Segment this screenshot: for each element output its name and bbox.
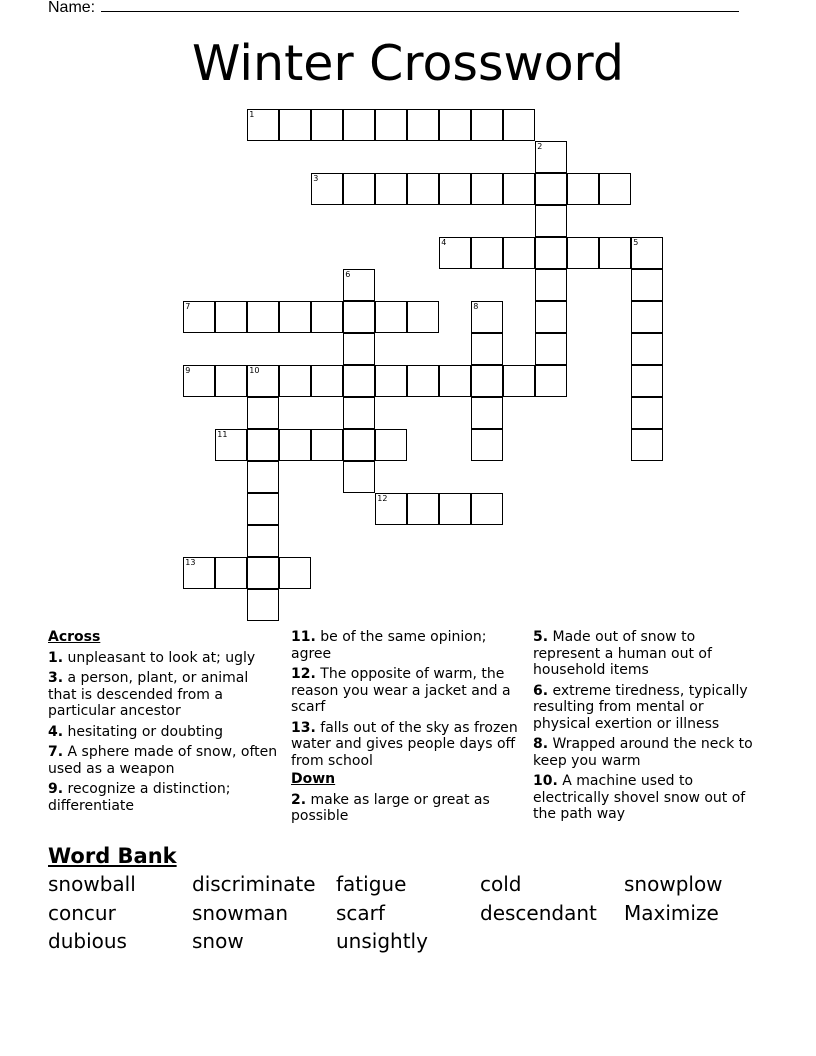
grid-cell[interactable] <box>343 173 375 205</box>
grid-cell[interactable] <box>407 301 439 333</box>
word-bank-item: unsightly <box>336 929 428 953</box>
grid-cell[interactable] <box>343 397 375 429</box>
grid-cell[interactable] <box>311 173 343 205</box>
grid-cell[interactable] <box>535 365 567 397</box>
grid-cell[interactable] <box>535 237 567 269</box>
grid-cell[interactable] <box>471 365 503 397</box>
grid-cell[interactable] <box>407 493 439 525</box>
grid-cell[interactable] <box>535 173 567 205</box>
clue-across-12: 12. The opposite of warm, the reason you wear a jacket and a scarf <box>291 666 511 715</box>
grid-cell[interactable] <box>247 557 279 589</box>
grid-cell[interactable] <box>535 141 567 173</box>
clue-number: 11 <box>217 430 228 440</box>
word-bank-item: descendant <box>480 900 597 925</box>
grid-cell[interactable] <box>631 237 663 269</box>
grid-cell[interactable] <box>375 493 407 525</box>
grid-cell[interactable] <box>343 333 375 365</box>
grid-cell[interactable] <box>279 365 311 397</box>
grid-cell[interactable] <box>279 301 311 333</box>
grid-cell[interactable] <box>279 109 311 141</box>
grid-cell[interactable] <box>535 269 567 301</box>
grid-cell[interactable] <box>407 109 439 141</box>
clue-down-6: 6. extreme tiredness, typically resulting from mental or physical exertion or illness <box>533 682 748 732</box>
grid-cell[interactable] <box>439 109 471 141</box>
grid-cell[interactable] <box>535 333 567 365</box>
clue-number: 7 <box>185 302 191 312</box>
grid-cell[interactable] <box>311 109 343 141</box>
grid-cell[interactable] <box>375 173 407 205</box>
down-heading: Down <box>291 771 336 787</box>
word-bank-item: discriminate <box>192 872 316 896</box>
name-label: Name: <box>48 0 96 16</box>
grid-cell[interactable] <box>503 173 535 205</box>
page-title: Winter Crossword <box>192 35 624 92</box>
grid-cell[interactable] <box>631 429 663 461</box>
grid-cell[interactable] <box>247 493 279 525</box>
clue-number: 10 <box>249 366 260 376</box>
grid-cell[interactable] <box>567 237 599 269</box>
grid-cell[interactable] <box>311 365 343 397</box>
grid-cell[interactable] <box>279 429 311 461</box>
clue-across-3: 3. a person, plant, or animal that is descended from a particular ancestor <box>48 670 249 719</box>
grid-cell[interactable] <box>375 109 407 141</box>
clue-across-13: 13. falls out of the sky as frozen water and gives people days off from school <box>291 719 518 769</box>
grid-cell[interactable] <box>343 429 375 461</box>
clue-number: 5 <box>633 238 639 248</box>
clue-number: 2 <box>537 142 543 152</box>
word-bank-item: snowplow <box>624 872 723 896</box>
grid-cell[interactable] <box>215 429 247 461</box>
word-bank-item: Maximize <box>624 900 719 925</box>
grid-cell[interactable] <box>343 461 375 493</box>
word-bank-item: snowman <box>192 900 289 925</box>
grid-cell[interactable] <box>471 333 503 365</box>
clue-across-4: 4. hesitating or doubting <box>48 723 223 740</box>
clue-number: 13 <box>185 558 196 568</box>
grid-cell[interactable] <box>247 461 279 493</box>
grid-cell[interactable] <box>631 397 663 429</box>
clue-across-9: 9. recognize a distinction; differentiate <box>48 781 231 814</box>
grid-cell[interactable] <box>407 173 439 205</box>
grid-cell[interactable] <box>343 301 375 333</box>
grid-cell[interactable] <box>567 173 599 205</box>
grid-cell[interactable] <box>631 365 663 397</box>
grid-cell[interactable] <box>343 109 375 141</box>
clue-down-2: 2. make as large or great as possible <box>291 791 490 824</box>
grid-cell[interactable] <box>503 109 535 141</box>
grid-cell[interactable] <box>631 269 663 301</box>
grid-cell[interactable] <box>311 429 343 461</box>
grid-cell[interactable] <box>471 397 503 429</box>
word-bank-item: scarf <box>336 900 385 925</box>
grid-cell[interactable] <box>375 365 407 397</box>
word-bank-item: fatigue <box>336 872 407 896</box>
grid-cell[interactable] <box>247 365 279 397</box>
clue-number: 12 <box>377 494 388 504</box>
clue-number: 3 <box>313 174 319 184</box>
grid-cell[interactable] <box>439 365 471 397</box>
grid-cell[interactable] <box>311 301 343 333</box>
clues-column-2 <box>291 629 523 829</box>
grid-cell[interactable] <box>503 237 535 269</box>
word-bank-item: concur <box>48 900 116 925</box>
grid-cell[interactable] <box>439 493 471 525</box>
grid-cell[interactable] <box>471 173 503 205</box>
clue-down-5: 5. Made out of snow to represent a human out of household items <box>533 629 712 678</box>
clue-down-8: 8. Wrapped around the neck to keep you warm <box>533 736 753 769</box>
clues-column-1 <box>48 629 280 818</box>
grid-cell[interactable] <box>503 365 535 397</box>
grid-cell[interactable] <box>247 109 279 141</box>
grid-cell[interactable] <box>215 365 247 397</box>
clue-across-7: 7. A sphere made of snow, often used as a weapon <box>48 744 278 777</box>
grid-cell[interactable] <box>471 493 503 525</box>
word-bank-item: snow <box>192 929 244 953</box>
grid-cell[interactable] <box>247 397 279 429</box>
grid-cell[interactable] <box>183 557 215 589</box>
clue-number: 9 <box>185 366 191 376</box>
grid-cell[interactable] <box>599 173 631 205</box>
grid-cell[interactable] <box>471 429 503 461</box>
grid-cell[interactable] <box>247 429 279 461</box>
clue-number: 1 <box>249 110 255 120</box>
grid-cell[interactable] <box>407 365 439 397</box>
grid-cell[interactable] <box>183 301 215 333</box>
grid-cell[interactable] <box>599 237 631 269</box>
clue-across-11: 11. be of the same opinion; agree <box>291 629 487 662</box>
grid-cell[interactable] <box>279 557 311 589</box>
clue-number: 6 <box>345 270 351 280</box>
grid-cell[interactable] <box>471 237 503 269</box>
clue-across-1: 1. unpleasant to look at; ugly <box>48 649 256 666</box>
grid-cell[interactable] <box>247 301 279 333</box>
grid-cell[interactable] <box>631 301 663 333</box>
grid-cell[interactable] <box>343 269 375 301</box>
clues-column-3 <box>533 629 765 827</box>
across-heading: Across <box>48 629 101 645</box>
clue-down-10: 10. A machine used to electrically shovel snow out of the path way <box>533 773 746 822</box>
grid-cell[interactable] <box>247 589 279 621</box>
grid-cell[interactable] <box>535 301 567 333</box>
word-bank-item: cold <box>480 872 522 896</box>
clue-number: 8 <box>473 302 479 312</box>
grid-cell[interactable] <box>375 301 407 333</box>
word-bank-item: dubious <box>48 929 127 953</box>
grid-cell[interactable] <box>343 365 375 397</box>
word-bank-item: snowball <box>48 872 136 896</box>
grid-cell[interactable] <box>535 205 567 237</box>
grid-cell[interactable] <box>631 333 663 365</box>
word-bank-title: Word Bank <box>48 844 177 868</box>
grid-cell[interactable] <box>183 365 215 397</box>
grid-cell[interactable] <box>375 429 407 461</box>
grid-cell[interactable] <box>471 301 503 333</box>
grid-cell[interactable] <box>439 173 471 205</box>
clue-number: 4 <box>441 238 447 248</box>
grid-cell[interactable] <box>439 237 471 269</box>
grid-cell[interactable] <box>215 557 247 589</box>
grid-cell[interactable] <box>215 301 247 333</box>
grid-cell[interactable] <box>247 525 279 557</box>
grid-cell[interactable] <box>471 109 503 141</box>
